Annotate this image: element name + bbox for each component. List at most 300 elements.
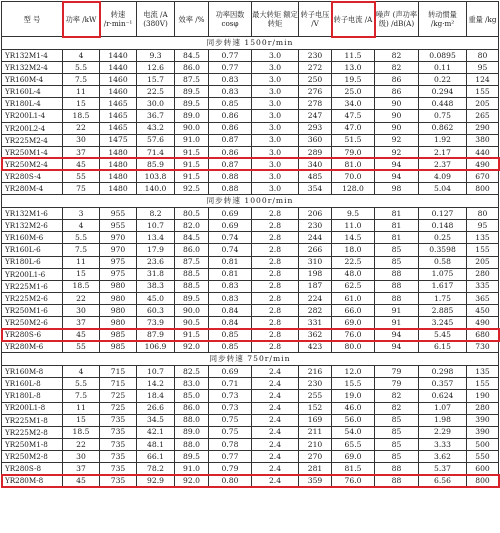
model-cell: YR200L1-6 (2, 268, 63, 280)
table-cell: 0.22 (419, 74, 467, 86)
table-cell: 1465 (100, 98, 137, 110)
table-cell: 1480 (100, 146, 137, 158)
table-cell: 91.5 (175, 170, 209, 182)
table-cell: 85 (375, 438, 419, 450)
table-cell: 3.0 (252, 62, 299, 74)
table-cell: 331 (299, 316, 332, 328)
table-cell: 17.9 (137, 244, 175, 256)
table-cell: 45 (63, 329, 100, 341)
table-cell: 1480 (100, 170, 137, 182)
table-cell: 0.77 (209, 50, 252, 62)
table-cell: 985 (100, 341, 137, 353)
table-cell: 106.9 (137, 341, 175, 353)
table-cell: 3.0 (252, 50, 299, 62)
table-cell: 22.5 (137, 86, 175, 98)
table-cell: 0.624 (419, 390, 467, 402)
table-cell: 310 (299, 256, 332, 268)
table-cell: 680 (467, 329, 499, 341)
table-cell: 0.81 (209, 256, 252, 268)
table-cell: 0.71 (209, 378, 252, 390)
table-cell: 90.0 (175, 122, 209, 134)
table-cell: 2.8 (252, 268, 299, 280)
table-cell: 0.85 (209, 341, 252, 353)
table-cell: 91.5 (175, 329, 209, 341)
table-cell: 80 (467, 50, 499, 62)
table-cell: 55 (63, 341, 100, 353)
model-cell: YR280M-6 (2, 341, 63, 353)
table-cell: 278 (299, 98, 332, 110)
model-cell: YR180L-6 (2, 256, 63, 268)
table-row (2, 475, 499, 487)
column-header: 最大转矩 额定转矩 (252, 2, 299, 37)
model-cell: YR200L1-4 (2, 110, 63, 122)
table-cell: 293 (299, 122, 332, 134)
table-row (2, 316, 499, 328)
table-cell: 1460 (100, 74, 137, 86)
table-cell: 289 (299, 146, 332, 158)
table-row (2, 450, 499, 462)
table-cell: 94 (375, 329, 419, 341)
table-row (2, 110, 499, 122)
table-cell: 91 (375, 316, 419, 328)
table-cell: 55 (63, 170, 100, 182)
table-cell: 230 (299, 50, 332, 62)
table-cell: 0.88 (209, 183, 252, 195)
model-cell: YR225M2-8 (2, 426, 63, 438)
table-cell: 10.7 (137, 366, 175, 378)
table-cell: 15.7 (137, 74, 175, 86)
table-cell: 103.8 (137, 170, 175, 182)
model-cell: YR225M1-6 (2, 280, 63, 292)
table-cell: 2.8 (252, 232, 299, 244)
table-cell: 485 (299, 170, 332, 182)
table-cell: 80 (467, 208, 499, 220)
table-cell: 1.98 (419, 414, 467, 426)
table-cell: 2.4 (252, 414, 299, 426)
table-cell: 2.29 (419, 426, 467, 438)
table-cell: 7.5 (63, 244, 100, 256)
table-cell: 14.5 (332, 232, 375, 244)
table-cell: 78.2 (137, 463, 175, 475)
table-cell: 730 (467, 341, 499, 353)
table-row (2, 170, 499, 182)
table-cell: 81 (375, 232, 419, 244)
table-cell: 390 (467, 414, 499, 426)
table-cell: 152 (299, 402, 332, 414)
table-cell: 82 (375, 50, 419, 62)
table-cell: 210 (299, 438, 332, 450)
model-cell: YR225M2-6 (2, 292, 63, 304)
table-row (2, 292, 499, 304)
table-cell: 2.8 (252, 220, 299, 232)
table-cell: 91.5 (175, 158, 209, 170)
table-cell: 13.0 (332, 62, 375, 74)
table-cell: 37 (63, 463, 100, 475)
table-cell: 0.88 (209, 170, 252, 182)
table-cell: 84.5 (175, 232, 209, 244)
table-row (2, 74, 499, 86)
table-cell: 1475 (100, 134, 137, 146)
table-cell: 985 (100, 329, 137, 341)
table-cell: 30 (63, 304, 100, 316)
table-cell: 54.0 (332, 426, 375, 438)
table-cell: 92 (375, 134, 419, 146)
table-cell: 600 (467, 463, 499, 475)
table-row (2, 268, 499, 280)
table-cell: 14.2 (137, 378, 175, 390)
model-cell: YR160L-8 (2, 378, 63, 390)
table-cell: 135 (467, 366, 499, 378)
table-cell: 88 (375, 268, 419, 280)
table-cell: 0.85 (209, 329, 252, 341)
section-row (2, 37, 499, 50)
table-cell: 725 (100, 402, 137, 414)
table-cell: 48.0 (332, 268, 375, 280)
table-cell: 0.69 (209, 220, 252, 232)
model-cell: YR160L-6 (2, 244, 63, 256)
table-cell: 0.85 (209, 98, 252, 110)
table-cell: 276 (299, 86, 332, 98)
table-cell: 2.8 (252, 280, 299, 292)
table-cell: 128.0 (332, 183, 375, 195)
table-cell: 800 (467, 183, 499, 195)
table-cell: 0.448 (419, 98, 467, 110)
table-cell: 4 (63, 220, 100, 232)
table-row (2, 134, 499, 146)
table-cell: 1.75 (419, 292, 467, 304)
table-cell: 190 (467, 390, 499, 402)
table-cell: 45.0 (137, 292, 175, 304)
table-cell: 11.0 (332, 220, 375, 232)
table-cell: 22.5 (332, 256, 375, 268)
table-cell: 2.4 (252, 366, 299, 378)
table-cell: 0.79 (209, 463, 252, 475)
column-header: 转子电压 /V (299, 2, 332, 37)
table-cell: 95 (467, 220, 499, 232)
table-cell: 26.6 (137, 402, 175, 414)
model-cell: YR280S-4 (2, 170, 63, 182)
column-header: 转速 /r·min⁻¹ (100, 2, 137, 37)
table-cell: 69.0 (332, 316, 375, 328)
table-cell: 86.0 (175, 244, 209, 256)
table-cell: 440 (467, 146, 499, 158)
table-row (2, 183, 499, 195)
table-row (2, 438, 499, 450)
table-row (2, 220, 499, 232)
table-cell: 0.86 (209, 146, 252, 158)
table-cell: 4 (63, 366, 100, 378)
table-cell: 88 (375, 292, 419, 304)
table-cell: 66.1 (137, 450, 175, 462)
table-cell: 80.0 (332, 341, 375, 353)
table-cell: 0.862 (419, 122, 467, 134)
table-cell: 88 (375, 463, 419, 475)
table-cell: 1.617 (419, 280, 467, 292)
table-cell: 0.81 (209, 268, 252, 280)
table-cell: 230 (299, 378, 332, 390)
table-cell: 0.74 (209, 232, 252, 244)
model-cell: YR180L-4 (2, 98, 63, 110)
table-cell: 1480 (100, 183, 137, 195)
table-cell: 86.0 (175, 402, 209, 414)
table-cell: 360 (299, 134, 332, 146)
table-cell: 354 (299, 183, 332, 195)
table-cell: 335 (467, 280, 499, 292)
table-cell: 47.0 (332, 122, 375, 134)
table-cell: 89.5 (175, 98, 209, 110)
table-cell: 0.127 (419, 208, 467, 220)
table-cell: 735 (100, 414, 137, 426)
table-cell: 2.4 (252, 426, 299, 438)
table-cell: 91.0 (175, 463, 209, 475)
table-cell: 1460 (100, 86, 137, 98)
table-cell: 0.69 (209, 208, 252, 220)
table-cell: 85 (375, 450, 419, 462)
table-cell: 15 (63, 268, 100, 280)
table-cell: 85 (375, 256, 419, 268)
column-header: 转子电流 /A (332, 2, 375, 37)
table-cell: 81.5 (332, 463, 375, 475)
column-header: 重量 /kg (467, 2, 499, 37)
table-cell: 6.56 (419, 475, 467, 487)
section-title: 同步转速 1000r/min (2, 195, 499, 208)
table-cell: 15 (63, 98, 100, 110)
table-row (2, 426, 499, 438)
table-cell: 56.0 (332, 414, 375, 426)
table-cell: 83.0 (175, 378, 209, 390)
table-cell: 5.37 (419, 463, 467, 475)
table-cell: 89.0 (175, 426, 209, 438)
table-cell: 0.83 (209, 280, 252, 292)
table-cell: 70.0 (332, 170, 375, 182)
table-cell: 265 (467, 110, 499, 122)
table-cell: 37 (63, 316, 100, 328)
table-cell: 45 (63, 475, 100, 487)
table-cell: 10.7 (137, 220, 175, 232)
table-cell: 0.298 (419, 366, 467, 378)
table-cell: 380 (467, 134, 499, 146)
table-cell: 3.0 (252, 98, 299, 110)
table-cell: 205 (467, 98, 499, 110)
column-header: 效率 /% (175, 2, 209, 37)
model-cell: YR200L2-4 (2, 122, 63, 134)
table-cell: 211 (299, 426, 332, 438)
table-cell: 0.357 (419, 378, 467, 390)
table-cell: 3.0 (252, 146, 299, 158)
section-row (2, 195, 499, 208)
table-cell: 8.2 (137, 208, 175, 220)
column-header: 功率因数 cosφ (209, 2, 252, 37)
table-cell: 2.37 (419, 158, 467, 170)
table-cell: 92.0 (175, 341, 209, 353)
table-cell: 0.148 (419, 220, 467, 232)
table-cell: 800 (467, 475, 499, 487)
table-cell: 19.0 (332, 390, 375, 402)
table-cell: 0.69 (209, 366, 252, 378)
table-cell: 65.5 (332, 438, 375, 450)
table-row (2, 232, 499, 244)
section-row (2, 353, 499, 366)
table-cell: 0.73 (209, 402, 252, 414)
table-cell: 0.78 (209, 438, 252, 450)
table-cell: 43.2 (137, 122, 175, 134)
table-cell: 266 (299, 244, 332, 256)
table-row (2, 414, 499, 426)
table-cell: 79.0 (332, 146, 375, 158)
table-row (2, 146, 499, 158)
table-cell: 224 (299, 292, 332, 304)
model-cell: YR250M2-4 (2, 158, 63, 170)
table-cell: 46.0 (332, 402, 375, 414)
motor-spec-table (1, 1, 499, 487)
table-cell: 18.0 (332, 244, 375, 256)
table-cell: 31.8 (137, 268, 175, 280)
table-cell: 970 (100, 232, 137, 244)
table-cell: 92 (375, 146, 419, 158)
table-cell: 73.9 (137, 316, 175, 328)
table-cell: 735 (100, 450, 137, 462)
model-cell: YR132M2-4 (2, 62, 63, 74)
model-cell: YR160M-4 (2, 74, 63, 86)
table-cell: 670 (467, 170, 499, 182)
table-cell: 975 (100, 268, 137, 280)
table-cell: 34.5 (137, 414, 175, 426)
table-cell: 89.5 (175, 86, 209, 98)
model-cell: YR160M-6 (2, 232, 63, 244)
table-cell: 90.5 (175, 316, 209, 328)
table-cell: 2.885 (419, 304, 467, 316)
table-cell: 735 (100, 463, 137, 475)
table-cell: 2.4 (252, 390, 299, 402)
table-cell: 390 (467, 426, 499, 438)
table-cell: 1465 (100, 110, 137, 122)
table-cell: 0.74 (209, 244, 252, 256)
table-cell: 2.4 (252, 475, 299, 487)
table-cell: 89.5 (175, 450, 209, 462)
table-cell: 247 (299, 110, 332, 122)
table-cell: 2.8 (252, 316, 299, 328)
table-cell: 87.5 (175, 256, 209, 268)
table-cell: 0.86 (209, 110, 252, 122)
table-cell: 5.5 (63, 232, 100, 244)
table-cell: 30 (63, 450, 100, 462)
table-cell: 124 (467, 74, 499, 86)
table-row (2, 208, 499, 220)
table-cell: 85.9 (137, 158, 175, 170)
table-cell: 0.11 (419, 62, 467, 74)
table-cell: 2.17 (419, 146, 467, 158)
table-cell: 45 (63, 158, 100, 170)
table-cell: 22 (63, 292, 100, 304)
table-row (2, 98, 499, 110)
table-cell: 365 (467, 292, 499, 304)
table-cell: 42.1 (137, 426, 175, 438)
table-cell: 2.8 (252, 256, 299, 268)
table-cell: 62.5 (332, 280, 375, 292)
table-cell: 2.8 (252, 329, 299, 341)
table-cell: 61.0 (332, 292, 375, 304)
table-cell: 92.0 (175, 475, 209, 487)
table-cell: 11 (63, 402, 100, 414)
table-cell: 2.8 (252, 304, 299, 316)
table-cell: 82 (375, 402, 419, 414)
table-cell: 955 (100, 208, 137, 220)
model-cell: YR280M-4 (2, 183, 63, 195)
table-cell: 0.86 (209, 122, 252, 134)
model-cell: YR200L1-8 (2, 402, 63, 414)
table-cell: 0.77 (209, 62, 252, 74)
section-title: 同步转速 750r/min (2, 353, 499, 366)
model-cell: YR250M1-8 (2, 438, 63, 450)
table-cell: 22 (63, 438, 100, 450)
table-cell: 423 (299, 341, 332, 353)
table-cell: 34.0 (332, 98, 375, 110)
table-cell: 88.0 (175, 414, 209, 426)
table-cell: 205 (467, 256, 499, 268)
model-cell: YR160L-4 (2, 86, 63, 98)
table-cell: 94 (375, 170, 419, 182)
table-cell: 87.9 (137, 329, 175, 341)
table-cell: 955 (100, 220, 137, 232)
table-cell: 2.8 (252, 208, 299, 220)
table-cell: 92.9 (137, 475, 175, 487)
table-cell: 9.5 (332, 208, 375, 220)
table-cell: 4 (63, 50, 100, 62)
table-cell: 3.33 (419, 438, 467, 450)
table-cell: 23.6 (137, 256, 175, 268)
table-row (2, 62, 499, 74)
table-row (2, 158, 499, 170)
table-cell: 94 (375, 341, 419, 353)
table-cell: 94 (375, 158, 419, 170)
table-cell: 88.0 (175, 438, 209, 450)
table-cell: 715 (100, 378, 137, 390)
table-row (2, 122, 499, 134)
table-cell: 37 (63, 146, 100, 158)
table-cell: 0.58 (419, 256, 467, 268)
table-cell: 13.4 (137, 232, 175, 244)
model-cell: YR132M2-6 (2, 220, 63, 232)
table-cell: 2.4 (252, 402, 299, 414)
table-cell: 282 (299, 304, 332, 316)
model-cell: YR180L-8 (2, 390, 63, 402)
table-cell: 1.07 (419, 402, 467, 414)
table-cell: 2.8 (252, 341, 299, 353)
section-title: 同步转速 1500r/min (2, 37, 499, 50)
table-cell: 140.0 (137, 183, 175, 195)
table-cell: 3.62 (419, 450, 467, 462)
table-cell: 290 (467, 122, 499, 134)
table-cell: 79 (375, 366, 419, 378)
table-cell: 6.15 (419, 341, 467, 353)
table-cell: 81.0 (332, 158, 375, 170)
table-cell: 47.5 (332, 110, 375, 122)
table-row (2, 256, 499, 268)
table-cell: 86 (375, 86, 419, 98)
table-cell: 0.87 (209, 158, 252, 170)
table-cell: 1440 (100, 62, 137, 74)
table-cell: 735 (100, 426, 137, 438)
table-cell: 1465 (100, 122, 137, 134)
table-cell: 490 (467, 158, 499, 170)
model-cell: YR225M1-8 (2, 414, 63, 426)
table-cell: 362 (299, 329, 332, 341)
table-cell: 0.83 (209, 86, 252, 98)
table-cell: 0.83 (209, 74, 252, 86)
table-cell: 975 (100, 256, 137, 268)
table-cell: 3.0 (252, 183, 299, 195)
table-cell: 980 (100, 316, 137, 328)
